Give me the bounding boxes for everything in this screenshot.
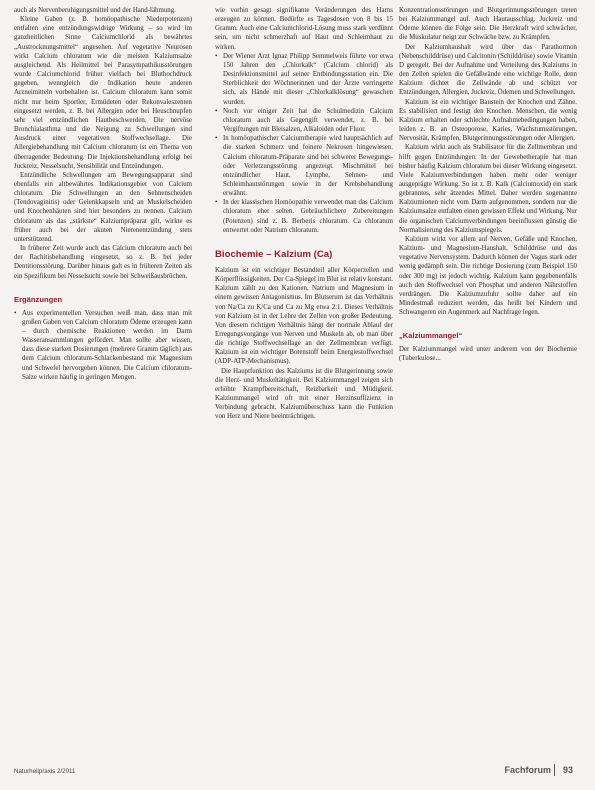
paragraph: auch als Nervenberuhigungsmittel und der Hand-lähmung. bbox=[14, 7, 176, 14]
bullet-list bbox=[14, 309, 192, 382]
paragraph: Entzündliche Schwellungen am Bewegungsapparat sind ebenfalls ein altbewährtes Indikationsgebiet von Calcium chloratum. Die Schwellungen an den Sehnenscheiden (Tendovaginitis) oder Gelenkkapseln und an Muskelscheiden und Knochenhäuten sind hier besonders zu nennen. Calcium chloratum als das „stärkste“ Kalziumpräparat gilt, wirkte es früher auch bei der akuten Nierenentzündung stets unterstützend. bbox=[14, 171, 192, 243]
page-footer bbox=[14, 764, 581, 778]
list-item: • In der klassischen Homöopathie verwendet man das Calcium chloratum eher selten. Gebräuchlichere Zubereitungen (Potenzen) sind z. B. Berberis chloratum. Ca chloratum entwertet oder Natrium chloratum. bbox=[215, 198, 393, 235]
list-item: • Aus experimentellen Versuchen weiß man, dass man mit großen Gaben von Calcium chloratum Ödeme erzeugen kann – durch chemische Reaktionen werden im Darm Wasseransammlungen gefördert. Man sollte aber wissen, dass diese starken Dosierungen (mehrere Gramm täglich) aus dem Calcium chloratum-Schlackenbestand mit Magnesium und Schwefel hervorgehen können. Die Calcium chloratum-Salze wirken häufig in geringen Mengen. bbox=[14, 309, 192, 382]
page-number: 93 bbox=[562, 765, 573, 775]
paragraph: wie vorhin gesagt signifikante Veränderungen des Harns erzeugen zu können. Bedürfte es Tagesdosen von 8 bis 15 Gramm. Auch eine Calciumchlorid-Lösung muss stark verdünnt sein, um nicht schmerzhaft auf Haut und Schleimhaut zu wirken. bbox=[215, 7, 393, 51]
paragraph: Die Hauptfunktion des Kalziums ist die Blutgerinnung sowie die Herz- und Muskeltätigkeit. Bei Kalziummangel zeigen sich erhöhte Krampfbereitschaft, Reizbarkeit und Müdigkeit. Kalziummangel wird oft mit einer Herzinsuffizienz in Verbindung gebracht, Kalziumüberschuss kann die Funktion von Herz und Niere beeinträchtigen. bbox=[215, 367, 393, 421]
section-heading-biochemistry: Biochemie – Kalzium (Ca) bbox=[215, 248, 333, 260]
bullet-list bbox=[215, 52, 393, 235]
paragraph: Kalzium wirkt vor allem auf Nerven, Gefäße und Knochen, Kalzium- und Magnesium-Haushalt, Schilddrüse und das vegetative Nervensystem. Dadurch können der Vagus stark oder wenig gedämpft sein. Die richtige Dosierung (zum Beispiel 150 oder 300 mg) ist jedoch wichtig. Kalzium kann gegebenenfalls auch den Stoffwechsel von Phosphat und anderen Nährstoffen verdrängen. Die Kalziumzufuhr sollte daher auf ein Mindestmaß reduziert werden, das heißt bei Kindern und Schwangeren ein Augenmerk auf Nachfrage legen. bbox=[399, 235, 577, 317]
text-column-2 bbox=[215, 6, 393, 422]
section-heading-supplements: Ergänzungen bbox=[14, 294, 63, 304]
paragraph: In früherer Zeit wurde auch das Calcium chloratum auch bei der Rachitisbehandlung eingesetzt, so z. B. bei jeder Dentitionsstörung. Darüber hinaus galt es in früheren Zeiten als ein Spezifikum bei Nesselsucht sowie bei Schweißausbrüchen. bbox=[14, 245, 192, 280]
text-column-1 bbox=[14, 6, 192, 382]
section-heading-deficiency: „Kalziummangel“ bbox=[399, 331, 463, 341]
list-item: • Der Wiener Arzt Ignaz Philipp Semmelweis führte vor etwa 150 Jahren den „Chlorkalk“ (Calcium chlorid) als Desinfektionsmittel auf seiner Entbindungsstation ein. Die Sterblichkeit der Wöchnerinnen und der Ärzte verringerte sich, als Hände mit dieser „Chlorkalklösung“ gewaschen wurden. bbox=[215, 52, 393, 107]
paragraph: Der Kalziummangel wird unter anderem von der Biochemie (Tuberkulose... bbox=[399, 346, 577, 363]
list-item: • In homöopathischer Calciumtherapie wird hauptsächlich auf die starken Schmerz und feinere Nekrosen hingewiesen. Calcium chloratum-Präparate sind bei schwerer Bewegungs- oder Verletzungsstörung angezeigt. Mischmittel bei entzündlicher Haut, Lymphe, Sehnen- und Schleimhautstörungen sowie in der Krebsbehandlung erwähnt. bbox=[215, 134, 393, 198]
list-item: • Noch vor einiger Zeit hat die Schulmedizin Calcium chloratum auch als Gegengift verwendet, z. B. bei Vergiftungen mit Bleisalzen, Alkaloiden oder Fluor. bbox=[215, 107, 393, 134]
footer-divider bbox=[554, 764, 555, 776]
paragraph: Kalzium ist ein wichtiger Baustein der Knochen und Zähne. Es stabilisiert und festigt den Knochen. Menschen, die wenig Kalzium erhalten oder schlechte Aufnahmebedingungen haben, leiden z. B. an Osteoporose, Karies, Wachstumsstörungen, Nervosität, Krämpfen, Blutgerinnungsstörungen oder Allergien. bbox=[399, 98, 577, 143]
text-column-3 bbox=[399, 6, 577, 364]
paragraph: Kalzium wirkt auch als Stabilisator für die Zellmembran und hilft gegen Entzündungen. In der Gewebetherapie hat man bisher häufig Kalzium chloratum bei dieser Wirkung eingesetzt. Viele Kalziumverbindungen haben mehr oder weniger ausgeprägte Wirkung. So ist z. B. Kalk (Calciumoxid) ein stark gebranntes, sehr ätzendes Mittel. Daher werden sogenannte Kalziumionen nicht vom Darm aufgenommen, sondern nur die Kalziumsalze entfalten einen gewissen Effekt und Wirkung. Nur die organischen Calciumverbindungen beeinflussen günstig die Normalisierung des Kalziumspiegels. bbox=[399, 144, 577, 234]
paragraph: Konzentrationsstörungen und Blutgerinnungsstörungen treten bei Kalziummangel auf. Auch Hautausschlag, Juckreiz und Ödeme können die Folge sein. Die Herzkraft wird schwächer, die Muskulatur neigt zur Schwäche bzw. zu Krämpfen. bbox=[399, 7, 577, 42]
paragraph: Kalzium ist ein wichtiger Bestandteil aller Körperzellen und Körperflüssigkeiten. Der Ca-Spiegel im Blut ist relativ konstant. Kalzium zählt zu den Kationen, Natrium und Magnesium in einem gewissen Antagonismus. Im Blutserum ist das Verhältnis von Na/Ca zu K/Ca und Ca zu Mg etwa 2:1. Dieses Verhältnis von Kalzium ist in der Lehre der Zellen von großer Bedeutung. Von diesem richtigen Verhältnis hängt der normale Ablauf der Erregungsvorgänge von Nerven und Muskeln ab, ob man über die richtige Stoffwechsellage an der Zellmembran verfügt. Kalzium ist ein wichtiger Botenstoff beim Energiestoffwechsel (ADP-ATP-Mechanismus). bbox=[215, 266, 393, 366]
paragraph: Der Kalziumhaushalt wird über das Parathormon (Nebenschilddrüse) und Calcitonin (Schilddrüse) sowie Vitamin D geregelt. Bei der Aufnahme und Verteilung des Kalziums in den Zellen spielen die Gefäßwände eine wichtige Rolle, denn Kalzium dichtet die Zellwände ab und schützt vor Entzündungen, Allergien, Juckreiz, Ödemen und Schwellungen. bbox=[399, 43, 577, 97]
magazine-name: Naturheilpraxis 2/2011 bbox=[14, 768, 76, 775]
paragraph: Kleine Gaben (z. B. homöopathische Niederpotenzen) entfalten eine entzündungswidrige Wirkung – so wird im ganzheitlichen Sinne Calciumchlorid als bewährtes „Austrocknungsmittel“ angesehen. Auf vegetative Neurosen wirkt Calcium chloratum wie die meisten Kalziumsalze ausgleichend. Als Heilmittel bei Parasympathikusstörungen wurde Calciumchlorid früher vielfach bei Bluthochdruck gegeben, wenngleich die Indikation heute anderen Arzneimitteln vorbehalten ist. Calcium chloratum kann somit nicht nur beim Sportler, Ermüdeten oder Rekonvaleszenten eingesetzt werden, z. B. bei Allergien oder bei Heuschnupfen sehr viel entzündlichen Hautbeschwerden. Die nervöse Bronchialasthma und die Neigung zu Schwellungen sind Ausdruck einer vegetativen Stoffwechsellage. Die Allergiebehandlung mit Calcium chloratum ist ein Thema von überragender Bedeutung. Die Injektionsbehandlung erfolgt bei Juckreiz, Nesselsucht, Sensibilität und Entzündungen. bbox=[14, 16, 192, 170]
section-name: Fachforum bbox=[504, 765, 551, 775]
